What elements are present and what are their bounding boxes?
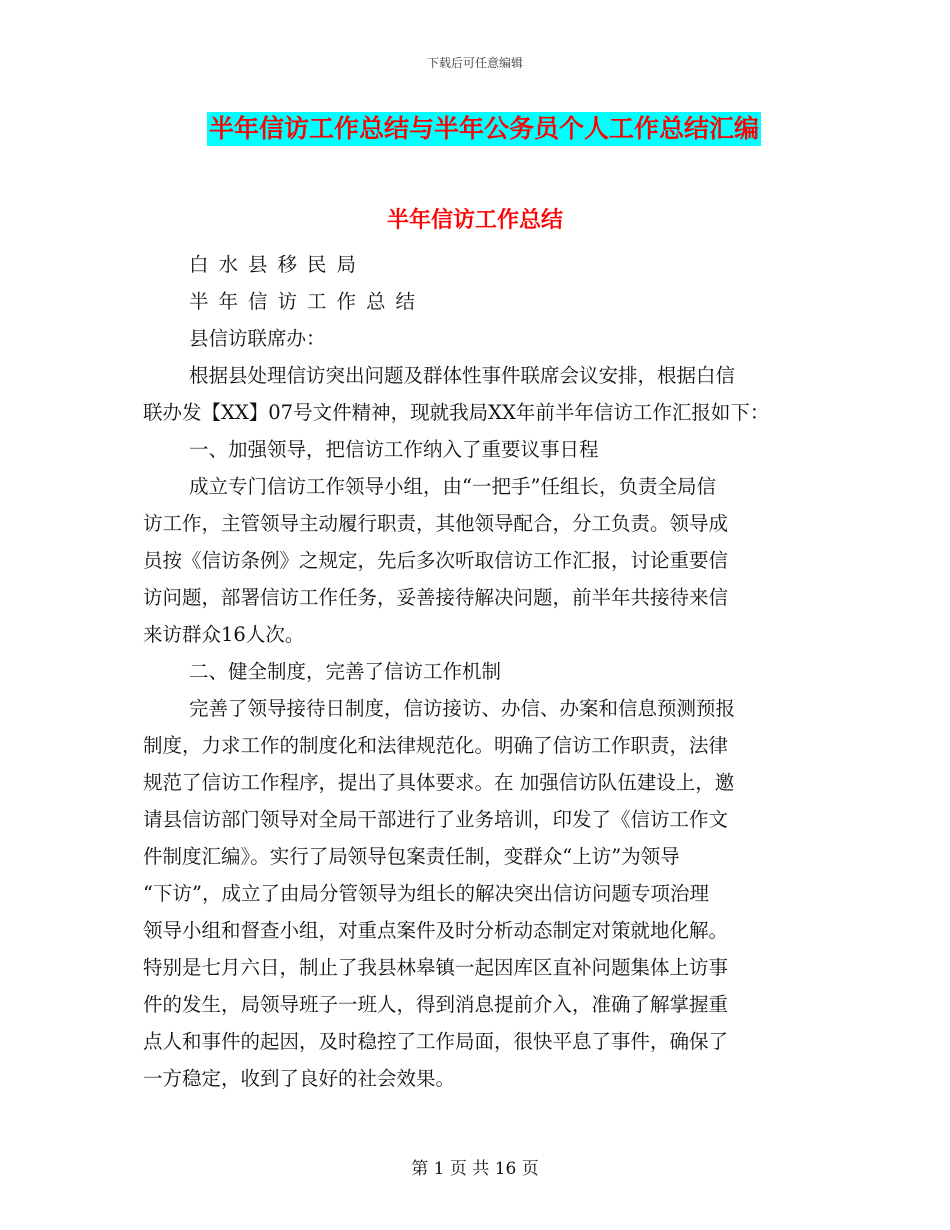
- body-line: 根据县处理信访突出问题及群体性事件联席会议安排，根据白信: [189, 364, 736, 387]
- body-line: 领导小组和督查小组，对重点案件及时分析动态制定对策就地化解。: [143, 919, 729, 942]
- body-line: 请县信访部门领导对全局干部进行了业务培训，印发了《信访工作文: [143, 808, 729, 831]
- section-title: 半年信访工作总结: [386, 208, 563, 233]
- document-body: [143, 246, 803, 1097]
- body-line: 一、加强领导，把信访工作纳入了重要议事日程: [189, 438, 599, 461]
- body-line: 制度，力求工作的制度化和法律规范化。明确了信访工作职责，法律: [143, 734, 729, 757]
- body-line: 县信访联席办：: [189, 327, 326, 350]
- page-footer: 第 1 页 共 16 页: [411, 1159, 539, 1179]
- document-title: 半年信访工作总结与半年公务员个人工作总结汇编: [207, 112, 761, 146]
- body-line: 特别是七月六日，制止了我县林皋镇一起因库区直补问题集体上访事: [143, 956, 729, 979]
- body-line: 半年信访工作总结: [189, 290, 426, 313]
- body-line: 来访群众16人次。: [143, 623, 305, 646]
- body-line: 件制度汇编》。实行了局领导包案责任制，变群众“上访”为领导: [143, 845, 680, 868]
- header-note: 下载后可任意编辑: [426, 56, 523, 70]
- body-line: “下访”，成立了由局分管领导为组长的解决突出信访问题专项治理: [143, 882, 709, 905]
- body-line: 联办发【XX】07号文件精神，现就我局XX年前半年信访工作汇报如下：: [143, 401, 770, 424]
- body-line: 访工作，主管领导主动履行职责，其他领导配合，分工负责。领导成: [143, 512, 729, 535]
- body-line: 一方稳定，收到了良好的社会效果。: [143, 1067, 456, 1090]
- body-line: 二、健全制度，完善了信访工作机制: [189, 660, 502, 683]
- body-line: 规范了信访工作程序，提出了具体要求。在 加强信访队伍建设上，邀: [143, 771, 735, 794]
- body-line: 员按《信访条例》之规定，先后多次听取信访工作汇报，讨论重要信: [143, 549, 729, 572]
- body-line: 白水县移民局: [189, 253, 367, 276]
- body-line: 成立专门信访工作领导小组，由“一把手”任组长，负责全局信: [189, 475, 716, 498]
- body-line: 访问题，部署信访工作任务，妥善接待解决问题，前半年共接待来信: [143, 586, 729, 609]
- body-line: 点人和事件的起因，及时稳控了工作局面，很快平息了事件，确保了: [143, 1030, 729, 1053]
- body-line: 完善了领导接待日制度，信访接访、办信、办案和信息预测预报: [189, 697, 736, 720]
- body-line: 件的发生，局领导班子一班人，得到消息提前介入，准确了解掌握重: [143, 993, 729, 1016]
